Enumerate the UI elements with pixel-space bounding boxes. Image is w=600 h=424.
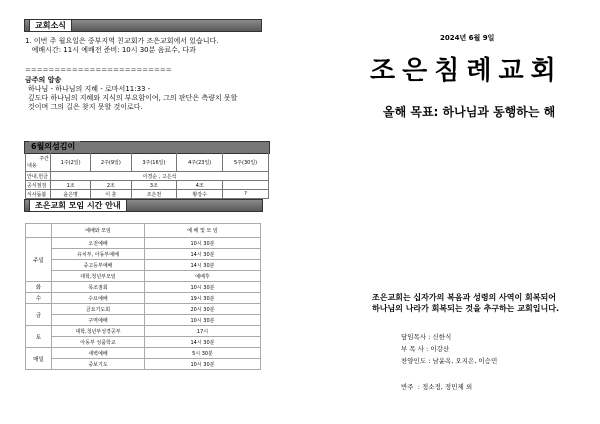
- news-line-1: 1. 이번 주 월요일은 중부지역 친교회가 조은교회에서 있습니다.: [25, 37, 219, 45]
- attendance-row: [26, 172, 269, 181]
- attendance-header-label-bottom: 내용: [27, 163, 37, 169]
- attendance-cell: 4조: [177, 181, 223, 190]
- schedule-time: 10시 30분: [145, 238, 261, 249]
- mission-statement: [372, 292, 559, 314]
- attendance-cell: ?: [223, 190, 269, 199]
- verse-heading: 금주의 암송: [25, 75, 62, 84]
- schedule-service: 목조점회: [52, 282, 145, 293]
- attendance-week-2: 2주(9일): [91, 153, 131, 172]
- schedule-col-service: 예배와 모임: [52, 224, 145, 238]
- schedule-row: [26, 238, 261, 249]
- bulletin-date: 2024년 6월 9일: [440, 34, 495, 42]
- schedule-time: 17시: [145, 326, 261, 337]
- schedule-table: [25, 223, 261, 370]
- attendance-week-4: 4주(23일): [177, 153, 223, 172]
- schedule-service: 새벽예배: [52, 348, 145, 359]
- schedule-day: 매일: [26, 348, 52, 370]
- schedule-time: 20시 30분: [145, 304, 261, 315]
- news-line-2: 예배시간: 11시 예배전 준비: 10시 30분 음료수, 다과: [25, 46, 196, 55]
- staff-name: 이강산: [430, 345, 450, 353]
- attendance-cell: 황강수: [177, 190, 223, 199]
- schedule-row: [26, 260, 261, 271]
- schedule-header-blank: [26, 224, 52, 238]
- schedule-service: 금요기도회: [52, 304, 145, 315]
- staff-role: 찬양인도: [401, 357, 427, 365]
- schedule-service: 대학,청년부모임: [52, 271, 145, 282]
- schedule-header-row: [26, 224, 261, 238]
- schedule-time: 14시 30분: [145, 337, 261, 348]
- schedule-row: [26, 293, 261, 304]
- attendance-cell: 조은천: [131, 190, 177, 199]
- verse-line-1: 깊도다 하나님의 지혜와 지식의 부요함이여, 그의 판단은 측량치 못할: [28, 94, 238, 103]
- mission-line-1: 조은교회는 십자가의 복음과 성령의 사역이 회복되어: [372, 293, 556, 302]
- attendance-table: [25, 152, 269, 199]
- schedule-day: 주일: [26, 238, 52, 282]
- schedule-day: 토: [26, 326, 52, 348]
- schedule-service: 유치부, 아동부예배: [52, 249, 145, 260]
- schedule-row: [26, 304, 261, 315]
- schedule-time: 10시 30분: [145, 359, 261, 370]
- schedule-day: 금: [26, 304, 52, 326]
- schedule-service: 구역예배: [52, 315, 145, 326]
- staff-row: 부 목 사 : 이강산: [401, 345, 450, 353]
- attendance-header-label-top: 주간: [39, 156, 49, 162]
- attendance-row: [26, 190, 269, 199]
- church-name-title: 조은침례교회: [370, 56, 563, 86]
- news-header-bar: [24, 19, 262, 32]
- attendance-week-1: 1주(2일): [51, 153, 91, 172]
- schedule-row: [26, 337, 261, 348]
- attendance-cell: [223, 181, 269, 190]
- schedule-time: 19시 30분: [145, 293, 261, 304]
- schedule-service: 오전예배: [52, 238, 145, 249]
- staff-row: 찬양인도 : 남윤옥, 오지은, 이승민: [401, 357, 498, 365]
- schedule-row: [26, 271, 261, 282]
- yearly-motto: 올해 목표: 하나님과 동행하는 해: [383, 105, 556, 119]
- attendance-title: 6월의섬김이: [29, 141, 80, 152]
- schedule-title: 조은교회 모임 시간 안내: [29, 199, 127, 212]
- accompanist-label: 반주: [401, 383, 414, 391]
- attendance-week-5: 5주(30일): [223, 153, 269, 172]
- schedule-time: 예배후: [145, 271, 261, 282]
- attendance-row-label: 안내,헌금: [26, 172, 51, 181]
- attendance-cell: 2조: [91, 181, 131, 190]
- schedule-service: 중보기도: [52, 359, 145, 370]
- attendance-week-3: 3주(16일): [131, 153, 177, 172]
- schedule-time: 10시 30분: [145, 282, 261, 293]
- staff-role: 부 목 사: [401, 345, 424, 353]
- schedule-time: 5시 30분: [145, 348, 261, 359]
- schedule-time: 10시 30분: [145, 315, 261, 326]
- schedule-time: 14시 30분: [145, 249, 261, 260]
- attendance-row: [26, 181, 269, 190]
- staff-role: 담임목사: [401, 333, 427, 341]
- attendance-cell: 이 훈: [91, 190, 131, 199]
- news-separator: =========================: [25, 66, 172, 75]
- attendance-cell: 1조: [51, 181, 91, 190]
- attendance-header-row: [26, 153, 269, 172]
- schedule-row: [26, 249, 261, 260]
- schedule-time: 14시 30분: [145, 260, 261, 271]
- accompanist-row: 반주 : 정소정, 정민제 외: [401, 383, 473, 391]
- news-section: [25, 37, 265, 112]
- schedule-service: 중고등부예배: [52, 260, 145, 271]
- schedule-day: 수: [26, 293, 52, 304]
- attendance-cell: 3조: [131, 181, 177, 190]
- schedule-service: 대학,청년부성경공부: [52, 326, 145, 337]
- accompanist-names: 정소정, 정민제 외: [421, 383, 473, 391]
- news-title: 교회소식: [29, 19, 72, 32]
- schedule-day: 화: [26, 282, 52, 293]
- schedule-service: 아동부 성품학교: [52, 337, 145, 348]
- attendance-cell: 윤은명: [51, 190, 91, 199]
- staff-list: [401, 331, 497, 367]
- schedule-row: [26, 315, 261, 326]
- mission-line-2: 하나님의 나라가 회복되는 것을 추구하는 교회입니다.: [372, 304, 559, 313]
- attendance-header-label: [26, 153, 51, 172]
- staff-name: 신한식: [432, 333, 452, 341]
- schedule-col-time: 예 배 및 모 임: [145, 224, 261, 238]
- schedule-row: [26, 359, 261, 370]
- staff-row: 담임목사 : 신한식: [401, 333, 452, 341]
- attendance-row-label: 식사돕봄: [26, 190, 51, 199]
- verse-line-2: 것이며 그의 길은 찾지 못할 것이로다.: [28, 103, 143, 112]
- attendance-cell: 이경순 , 고은석: [51, 172, 269, 181]
- attendance-row-label: 공식점검: [26, 181, 51, 190]
- verse-reference: 하나님 - 하나님의 지혜 - 로마서11:33 -: [28, 84, 151, 93]
- schedule-row: [26, 282, 261, 293]
- schedule-service: 수요예배: [52, 293, 145, 304]
- staff-name: 남윤옥, 오지은, 이승민: [432, 357, 498, 365]
- schedule-header-bar: [24, 199, 263, 212]
- schedule-row: [26, 326, 261, 337]
- schedule-row: [26, 348, 261, 359]
